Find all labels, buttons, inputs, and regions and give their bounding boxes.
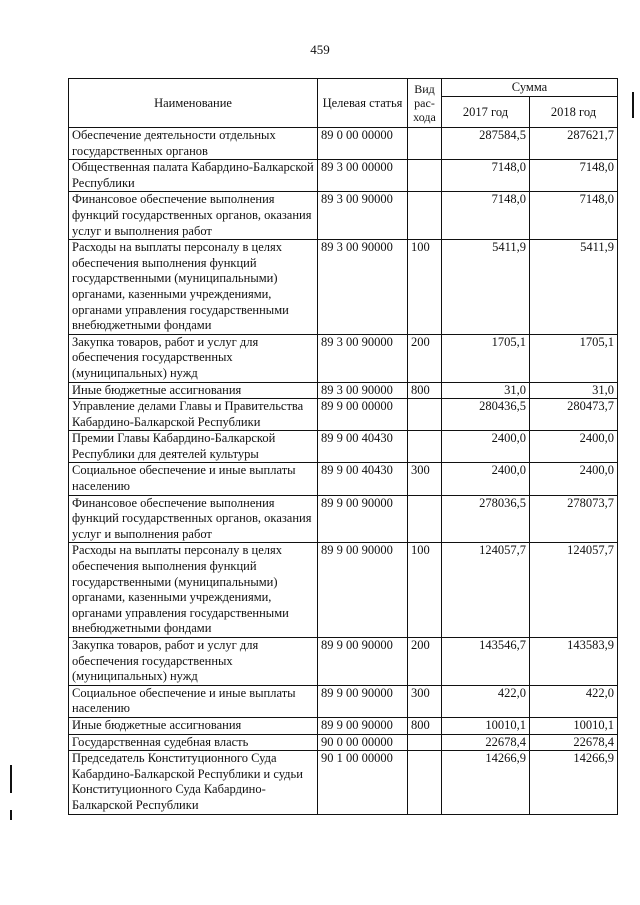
row-2017: 143546,7 <box>442 638 530 686</box>
header-year-2018: 2018 год <box>530 97 618 128</box>
table-row <box>69 685 618 717</box>
header-year-2017: 2017 год <box>442 97 530 128</box>
row-name: Иные бюджетные ассигнования <box>69 717 318 734</box>
row-2018: 5411,9 <box>530 240 618 335</box>
row-type: 200 <box>408 334 442 382</box>
row-2017: 22678,4 <box>442 734 530 751</box>
row-2018: 7148,0 <box>530 192 618 240</box>
row-2018: 280473,7 <box>530 399 618 431</box>
row-2018: 422,0 <box>530 685 618 717</box>
page-number: 459 <box>310 42 330 57</box>
row-code: 89 3 00 90000 <box>318 192 408 240</box>
row-name: Управление делами Главы и Правительства Кабардино-Балкарской Республики <box>69 399 318 431</box>
row-code: 89 9 00 90000 <box>318 543 408 638</box>
row-type: 800 <box>408 717 442 734</box>
table-row <box>69 192 618 240</box>
row-type: 300 <box>408 685 442 717</box>
row-name: Премии Главы Кабардино-Балкарской Республики для деятелей культуры <box>69 431 318 463</box>
row-type: 100 <box>408 543 442 638</box>
row-type <box>408 751 442 814</box>
row-2018: 10010,1 <box>530 717 618 734</box>
row-name: Председатель Конституционного Суда Кабардино-Балкарской Республики и судьи Конституционного Суда Кабардино-Балкарской Республики <box>69 751 318 814</box>
row-2017: 2400,0 <box>442 463 530 495</box>
row-name: Государственная судебная власть <box>69 734 318 751</box>
table-row <box>69 240 618 335</box>
row-2017: 278036,5 <box>442 495 530 543</box>
row-name: Социальное обеспечение и иные выплаты населению <box>69 463 318 495</box>
row-type <box>408 399 442 431</box>
row-code: 90 0 00 00000 <box>318 734 408 751</box>
row-2018: 1705,1 <box>530 334 618 382</box>
row-type <box>408 431 442 463</box>
budget-table <box>68 78 618 815</box>
row-code: 89 3 00 90000 <box>318 334 408 382</box>
row-code: 89 9 00 90000 <box>318 717 408 734</box>
row-2018: 2400,0 <box>530 431 618 463</box>
table-row <box>69 495 618 543</box>
row-2017: 287584,5 <box>442 128 530 160</box>
table-row <box>69 717 618 734</box>
row-name: Расходы на выплаты персоналу в целях обеспечения выполнения функций государственными (муниципальными) органами, казенными учреждениями, органами управления государственными внебюджетными фондами <box>69 543 318 638</box>
row-code: 89 9 00 40430 <box>318 463 408 495</box>
row-type: 800 <box>408 382 442 399</box>
row-2018: 7148,0 <box>530 160 618 192</box>
margin-mark-left-small <box>10 810 12 820</box>
margin-mark-left <box>10 765 12 793</box>
row-name: Финансовое обеспечение выполнения функций государственных органов, оказания услуг и выполнения работ <box>69 192 318 240</box>
table-row <box>69 751 618 814</box>
row-code: 89 3 00 00000 <box>318 160 408 192</box>
row-2017: 7148,0 <box>442 192 530 240</box>
row-name: Расходы на выплаты персоналу в целях обеспечения выполнения функций государственными (муниципальными) органами, казенными учреждениями, органами управления государственными внебюджетными фондами <box>69 240 318 335</box>
row-2017: 10010,1 <box>442 717 530 734</box>
table-row <box>69 734 618 751</box>
table-row <box>69 399 618 431</box>
table-row <box>69 382 618 399</box>
row-code: 89 3 00 90000 <box>318 382 408 399</box>
row-2018: 278073,7 <box>530 495 618 543</box>
row-type <box>408 495 442 543</box>
row-2018: 143583,9 <box>530 638 618 686</box>
row-name: Финансовое обеспечение выполнения функций государственных органов, оказания услуг и выполнения работ <box>69 495 318 543</box>
row-2017: 5411,9 <box>442 240 530 335</box>
row-name: Социальное обеспечение и иные выплаты населению <box>69 685 318 717</box>
table-row <box>69 160 618 192</box>
row-code: 90 1 00 00000 <box>318 751 408 814</box>
row-name: Обеспечение деятельности отдельных государственных органов <box>69 128 318 160</box>
row-2018: 2400,0 <box>530 463 618 495</box>
row-type <box>408 192 442 240</box>
table-row <box>69 334 618 382</box>
row-type <box>408 734 442 751</box>
row-2017: 14266,9 <box>442 751 530 814</box>
row-2017: 31,0 <box>442 382 530 399</box>
row-2017: 422,0 <box>442 685 530 717</box>
row-code: 89 0 00 00000 <box>318 128 408 160</box>
table-row <box>69 128 618 160</box>
row-2018: 287621,7 <box>530 128 618 160</box>
row-2017: 1705,1 <box>442 334 530 382</box>
header-target: Целевая статья <box>318 79 408 128</box>
row-code: 89 9 00 00000 <box>318 399 408 431</box>
table-row <box>69 431 618 463</box>
row-type: 300 <box>408 463 442 495</box>
row-2017: 280436,5 <box>442 399 530 431</box>
header-name: Наименование <box>69 79 318 128</box>
row-code: 89 3 00 90000 <box>318 240 408 335</box>
row-2018: 22678,4 <box>530 734 618 751</box>
table-row <box>69 543 618 638</box>
table-row <box>69 463 618 495</box>
margin-mark-right <box>632 92 634 118</box>
row-code: 89 9 00 90000 <box>318 638 408 686</box>
header-sum: Сумма <box>442 79 618 97</box>
row-name: Закупка товаров, работ и услуг для обеспечения государственных (муниципальных) нужд <box>69 334 318 382</box>
row-2017: 124057,7 <box>442 543 530 638</box>
row-code: 89 9 00 90000 <box>318 495 408 543</box>
row-type: 200 <box>408 638 442 686</box>
row-2018: 31,0 <box>530 382 618 399</box>
row-name: Иные бюджетные ассигнования <box>69 382 318 399</box>
row-name: Закупка товаров, работ и услуг для обеспечения государственных (муниципальных) нужд <box>69 638 318 686</box>
header-expense-type: Вид рас-хода <box>408 79 442 128</box>
row-code: 89 9 00 40430 <box>318 431 408 463</box>
row-2018: 14266,9 <box>530 751 618 814</box>
row-code: 89 9 00 90000 <box>318 685 408 717</box>
row-2018: 124057,7 <box>530 543 618 638</box>
row-type <box>408 128 442 160</box>
row-type <box>408 160 442 192</box>
row-type: 100 <box>408 240 442 335</box>
row-name: Общественная палата Кабардино-Балкарской Республики <box>69 160 318 192</box>
row-2017: 7148,0 <box>442 160 530 192</box>
row-2017: 2400,0 <box>442 431 530 463</box>
table-row <box>69 638 618 686</box>
